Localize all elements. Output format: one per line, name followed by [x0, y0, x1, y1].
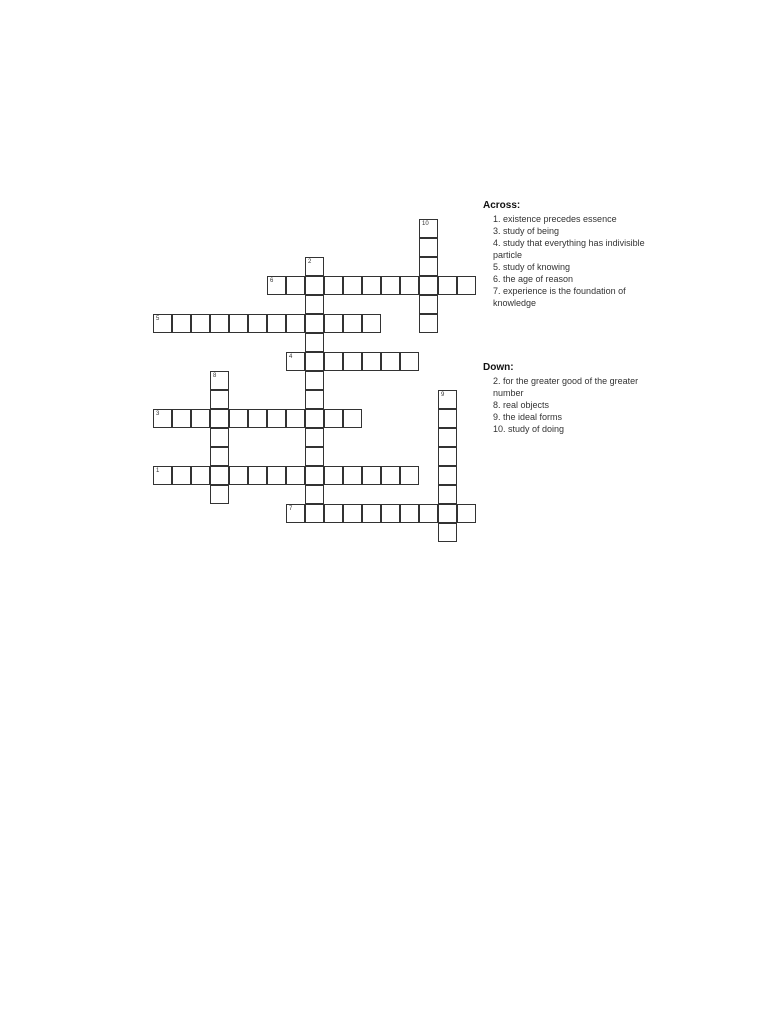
grid-cell[interactable] [343, 466, 362, 485]
grid-cell[interactable] [305, 447, 324, 466]
clue-number: 5 [156, 316, 160, 322]
grid-cell[interactable] [286, 276, 305, 295]
clue-number: 1 [156, 468, 160, 474]
clue-number: 10 [422, 221, 429, 227]
grid-cell[interactable] [438, 523, 457, 542]
grid-cell[interactable] [324, 276, 343, 295]
grid-cell[interactable] [305, 371, 324, 390]
across-heading: Across: [483, 200, 521, 211]
grid-cell[interactable] [305, 352, 324, 371]
across-clue-7: 7. experience is the foundation of knowledge [493, 286, 626, 308]
grid-cell[interactable] [324, 352, 343, 371]
grid-cell[interactable] [305, 295, 324, 314]
grid-cell[interactable] [305, 333, 324, 352]
grid-cell[interactable] [153, 314, 172, 333]
clue-number: 6 [270, 278, 274, 284]
grid-cell[interactable] [286, 409, 305, 428]
down-clue-2: 2. for the greater good of the greater number [493, 376, 639, 398]
grid-cell[interactable] [248, 314, 267, 333]
across-clue-5: 5. study of knowing [493, 262, 571, 272]
grid-cell[interactable] [419, 219, 438, 238]
grid-cell[interactable] [248, 466, 267, 485]
grid-cell[interactable] [324, 504, 343, 523]
grid-cell[interactable] [172, 409, 191, 428]
grid-cell[interactable] [229, 314, 248, 333]
grid-cell[interactable] [419, 257, 438, 276]
grid-cell[interactable] [305, 428, 324, 447]
grid-cell[interactable] [381, 352, 400, 371]
grid-cell[interactable] [305, 409, 324, 428]
grid-cell[interactable] [267, 409, 286, 428]
grid-cell[interactable] [210, 314, 229, 333]
grid-cell[interactable] [305, 504, 324, 523]
grid-cell[interactable] [210, 447, 229, 466]
down-clues [483, 362, 663, 435]
grid-cell[interactable] [267, 314, 286, 333]
grid-cell[interactable] [438, 485, 457, 504]
across-clue-3: 3. study of being [493, 226, 560, 236]
clue-number: 7 [289, 506, 293, 512]
clue-number: 3 [156, 411, 160, 417]
across-clue-4: 4. study that everything has indivisible particle [493, 238, 645, 260]
grid-cell[interactable] [362, 352, 381, 371]
grid-cell[interactable] [362, 504, 381, 523]
grid-cell[interactable] [210, 428, 229, 447]
grid-cell[interactable] [400, 276, 419, 295]
grid-cell[interactable] [419, 295, 438, 314]
across-clue-6: 6. the age of reason [493, 274, 574, 284]
grid-cell[interactable] [438, 504, 457, 523]
grid-cell[interactable] [267, 276, 286, 295]
across-clues [483, 200, 663, 309]
grid-cell[interactable] [210, 466, 229, 485]
grid-cell[interactable] [362, 466, 381, 485]
grid-cell[interactable] [381, 504, 400, 523]
grid-cell[interactable] [191, 409, 210, 428]
down-clue-10: 10. study of doing [493, 424, 565, 434]
grid-cell[interactable] [438, 466, 457, 485]
grid-cell[interactable] [343, 409, 362, 428]
grid-cell[interactable] [457, 504, 476, 523]
grid-cell[interactable] [324, 409, 343, 428]
grid-cell[interactable] [457, 276, 476, 295]
grid-cell[interactable] [419, 314, 438, 333]
grid-cell[interactable] [305, 466, 324, 485]
grid-cell[interactable] [267, 466, 286, 485]
grid-cell[interactable] [343, 314, 362, 333]
grid-cell[interactable] [210, 409, 229, 428]
grid-cell[interactable] [362, 314, 381, 333]
grid-cell[interactable] [305, 276, 324, 295]
grid-cell[interactable] [343, 504, 362, 523]
grid-cell[interactable] [400, 352, 419, 371]
grid-cell[interactable] [172, 314, 191, 333]
grid-cell[interactable] [229, 409, 248, 428]
grid-cell[interactable] [286, 466, 305, 485]
across-clue-1: 1. existence precedes essence [493, 214, 617, 224]
grid-cell[interactable] [286, 314, 305, 333]
grid-cell[interactable] [305, 485, 324, 504]
grid-cell[interactable] [305, 257, 324, 276]
grid-cell[interactable] [248, 409, 267, 428]
grid-cell[interactable] [400, 466, 419, 485]
grid-cell[interactable] [381, 466, 400, 485]
grid-cell[interactable] [191, 314, 210, 333]
down-heading: Down: [483, 362, 514, 373]
grid-cell[interactable] [153, 409, 172, 428]
grid-cell[interactable] [324, 314, 343, 333]
grid-cell[interactable] [343, 352, 362, 371]
down-clue-8: 8. real objects [493, 400, 550, 410]
clue-number: 9 [441, 392, 445, 398]
grid-cell[interactable] [438, 409, 457, 428]
grid-cell[interactable] [210, 371, 229, 390]
grid-cell[interactable] [305, 314, 324, 333]
grid-cell[interactable] [362, 276, 381, 295]
down-clue-9: 9. the ideal forms [493, 412, 563, 422]
grid-cell[interactable] [400, 504, 419, 523]
grid-cell[interactable] [381, 276, 400, 295]
clue-number: 4 [289, 354, 293, 360]
grid-cell[interactable] [343, 276, 362, 295]
grid-cell[interactable] [191, 466, 210, 485]
grid-cell[interactable] [210, 485, 229, 504]
grid-cell[interactable] [286, 504, 305, 523]
grid-cell[interactable] [153, 466, 172, 485]
grid-cell[interactable] [419, 238, 438, 257]
clue-number: 2 [308, 259, 312, 265]
grid-cell[interactable] [210, 390, 229, 409]
grid-cell[interactable] [172, 466, 191, 485]
grid-cell[interactable] [419, 276, 438, 295]
grid-cell[interactable] [286, 352, 305, 371]
grid-cell[interactable] [438, 276, 457, 295]
grid-cell[interactable] [438, 428, 457, 447]
clue-number: 8 [213, 373, 217, 379]
grid-cell[interactable] [305, 390, 324, 409]
grid-cell[interactable] [438, 390, 457, 409]
grid-cell[interactable] [438, 447, 457, 466]
grid-cell[interactable] [419, 504, 438, 523]
grid-cell[interactable] [229, 466, 248, 485]
grid-cell[interactable] [324, 466, 343, 485]
